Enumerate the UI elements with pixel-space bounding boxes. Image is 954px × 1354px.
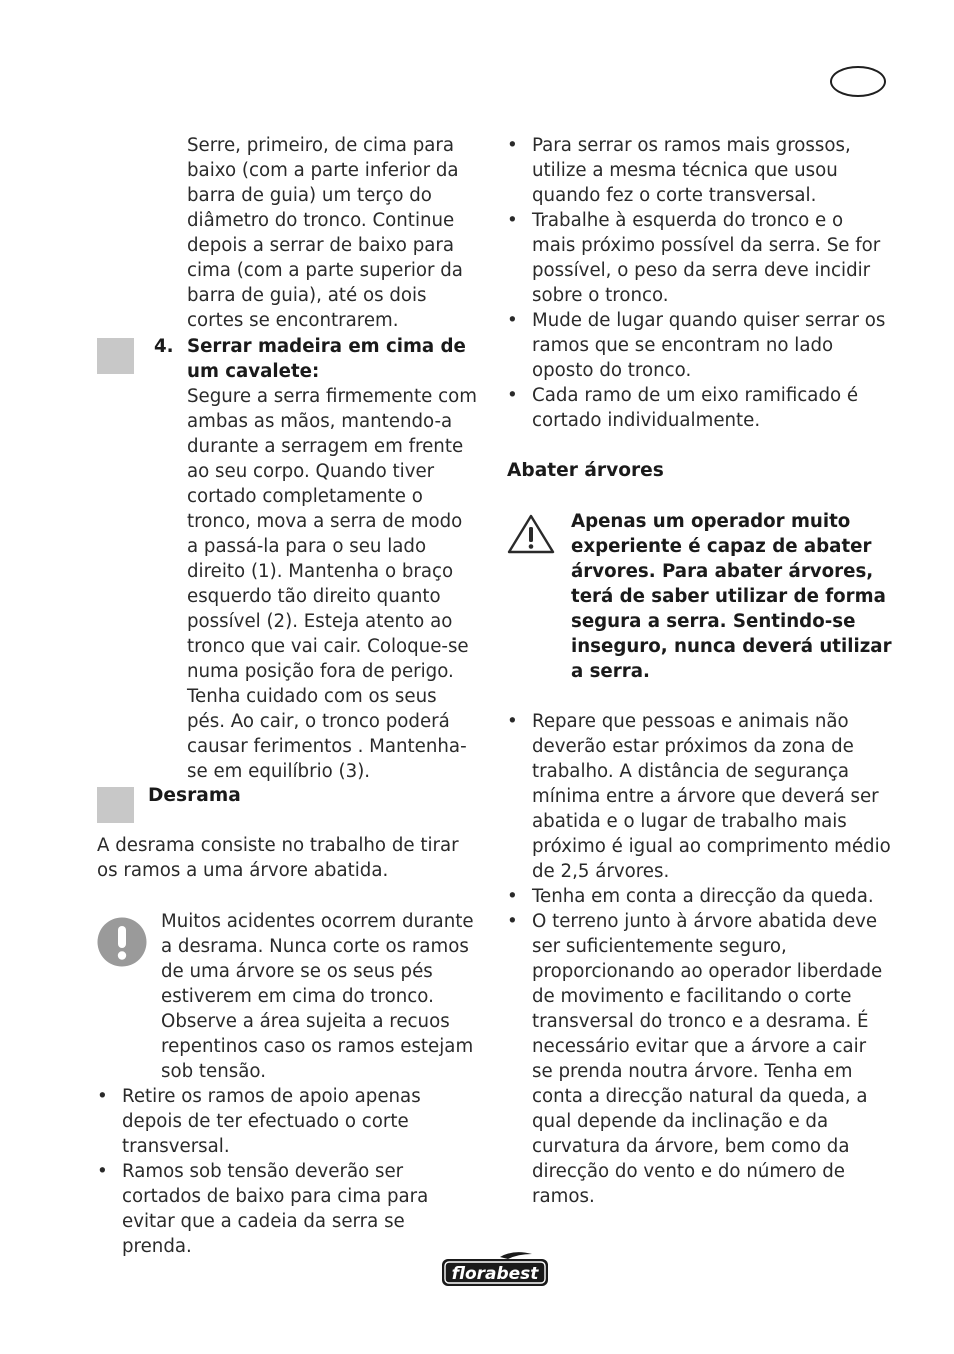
abater-heading: Abater árvores bbox=[507, 460, 664, 481]
step-text: Segure a serra firmemente com ambas as mãos, mantendo-a durante a serragem em frente ao seu corpo. Quando tiver cortado completamente o tronco, mova a serra de modo a passá-la para o seu lado direito (1). Mantenha o braço esquerdo tão direito quanto possível (2). Esteja atento ao tronco que vai cair. Coloque-se numa posição fora de perigo. Tenha cuidado com os seus pés. Ao cair, o tronco poderá causar ferimentos . Mantenha-se em equilíbrio (3). bbox=[187, 386, 477, 782]
right-bullet-list-top bbox=[507, 133, 892, 433]
list-item: • Tenha em conta a direcção da queda. bbox=[507, 884, 892, 909]
step-number: 4. bbox=[154, 336, 174, 357]
list-item: • Para serrar os ramos mais grossos, utilize a mesma técnica que usou quando fez o corte transversal. bbox=[507, 133, 892, 208]
desrama-paragraph: A desrama consiste no trabalho de tirar os ramos a uma árvore abatida. bbox=[97, 835, 459, 881]
note-paragraph: Muitos acidentes ocorrem durante a desrama. Nunca corte os ramos de uma árvore se os seus pés estiverem em cima do tronco. Observe a área sujeita a recuos repentinos caso os ramos estejam sob tensão. bbox=[161, 911, 474, 1082]
warning-paragraph: Apenas um operador muito experiente é capaz de abater árvores. Para abater árvores, terá de saber utilizar de forma segura a serra. Sentindo-se inseguro, nunca deverá utilizar a serra. bbox=[571, 511, 892, 682]
list-item: • Repare que pessoas e animais não deverão estar próximos da zona de trabalho. A distância de segurança mínima entre a árvore que deverá ser abatida e o lugar de trabalho mais próximo é igual ao comprimento médio de 2,5 árvores. bbox=[507, 709, 892, 884]
desrama-heading: Desrama bbox=[148, 785, 241, 806]
list-item: • Trabalhe à esquerda do tronco e o mais próximo possível da serra. Se for possível, o peso da serra deve incidir sobre o tronco. bbox=[507, 208, 892, 308]
list-item: • Cada ramo de um eixo ramificado é cortado individualmente. bbox=[507, 383, 892, 433]
intro-paragraph: Serre, primeiro, de cima para baixo (com a parte inferior da barra de guia) um terço do diâmetro do tronco. Continue depois a serrar de baixo para cima (com a parte superior da barra de guia), até os dois cortes se encontrarem. bbox=[187, 135, 463, 331]
list-item: • Retire os ramos de apoio apenas depois de ter efectuado o corte transversal. bbox=[97, 1084, 477, 1159]
list-item: • Mude de lugar quando quiser serrar os ramos que se encontram no lado oposto do tronco. bbox=[507, 308, 892, 383]
right-bullet-list-bottom bbox=[507, 709, 892, 1209]
language-badge-icon bbox=[830, 66, 886, 97]
section-marker bbox=[97, 787, 134, 823]
florabest-logo bbox=[440, 1251, 550, 1287]
list-item: • Ramos sob tensão deverão ser cortados de baixo para cima para evitar que a cadeia da serra se prenda. bbox=[97, 1159, 477, 1259]
exclamation-circle-icon bbox=[97, 917, 147, 967]
left-bullet-list bbox=[97, 1084, 477, 1259]
warning-triangle-icon bbox=[506, 513, 556, 555]
step-4 bbox=[0, 334, 480, 784]
brand-text: florabest bbox=[451, 1264, 539, 1284]
list-item: • O terreno junto à árvore abatida deve ser suficientemente seguro, proporcionando ao operador liberdade de movimento e facilitando o corte transversal do tronco e a desrama. É necessário evitar que a árvore a cair se prenda noutra árvore. Tenha em conta a direcção natural da queda, a qual depende da inclinação e da curvatura da árvore, bem como da direcção do vento e do número de ramos. bbox=[507, 909, 892, 1209]
step-title: Serrar madeira em cima de um cavalete: bbox=[187, 336, 466, 382]
